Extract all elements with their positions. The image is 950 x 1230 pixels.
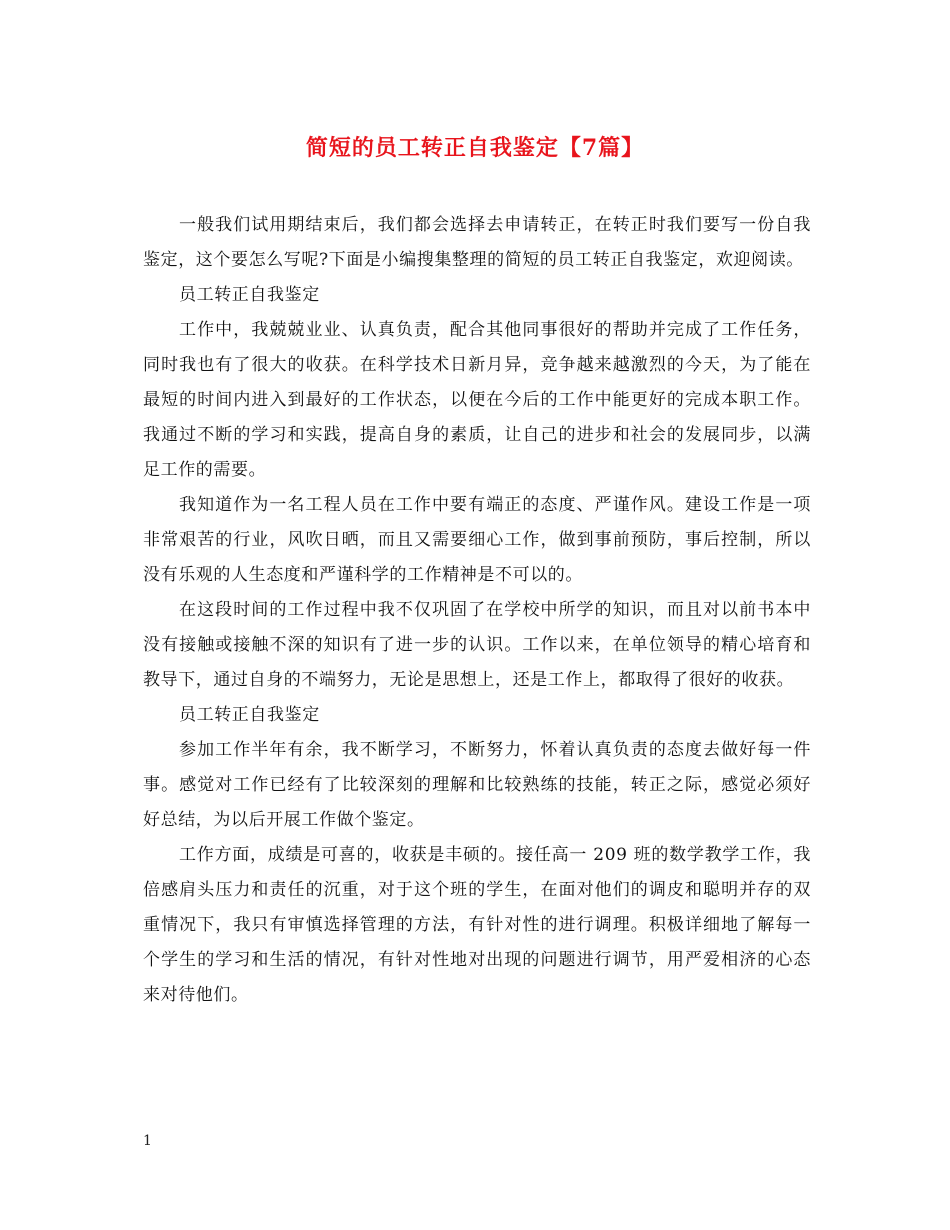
paragraph: 工作中，我兢兢业业、认真负责，配合其他同事很好的帮助并完成了工作任务，同时我也有了很大的收获。在科学技术日新月异，竞争越来越激烈的今天，为了能在最短的时间内进入到最好的工作状态，以便在今后的工作中能更好的完成本职工作。我通过不断的学习和实践，提高自身的素质，让自己的进步和社会的发展同步，以满足工作的需要。 xyxy=(143,320,811,480)
paragraph: 在这段时间的工作过程中我不仅巩固了在学校中所学的知识，而且对以前书本中没有接触或接触不深的知识有了进一步的认识。工作以来，在单位领导的精心培育和教导下，通过自身的不端努力，无论是思想上，还是工作上，都取得了很好的收获。 xyxy=(143,600,811,690)
paragraph: 我知道作为一名工程人员在工作中要有端正的态度、严谨作风。建设工作是一项非常艰苦的行业，风吹日晒，而且又需要细心工作，做到事前预防，事后控制，所以没有乐观的人生态度和严谨科学的工作精神是不可以的。 xyxy=(143,495,811,585)
paragraph-intro: 一般我们试用期结束后，我们都会选择去申请转正，在转正时我们要写一份自我鉴定，这个要怎么写呢?下面是小编搜集整理的简短的员工转正自我鉴定，欢迎阅读。 xyxy=(143,215,811,270)
paragraph: 参加工作半年有余，我不断学习，不断努力，怀着认真负责的态度去做好每一件事。感觉对工作已经有了比较深刻的理解和比较熟练的技能，转正之际，感觉必须好好总结，为以后开展工作做个鉴定。 xyxy=(143,740,811,830)
page-number: 1 xyxy=(143,1133,152,1149)
section-heading: 员工转正自我鉴定 xyxy=(179,285,320,305)
document-body xyxy=(143,208,811,1013)
section-heading: 员工转正自我鉴定 xyxy=(179,705,320,725)
paragraph: 工作方面，成绩是可喜的，收获是丰硕的。接任高一 209 班的数学教学工作，我倍感肩头压力和责任的沉重，对于这个班的学生，在面对他们的调皮和聪明并存的双重情况下，我只有审慎选择管理的方法，有针对性的进行调理。积极详细地了解每一个学生的学习和生活的情况，有针对性地对出现的问题进行调节，用严爱相济的心态来对待他们。 xyxy=(143,845,811,1005)
document-title: 简短的员工转正自我鉴定【7篇】 xyxy=(305,135,645,161)
